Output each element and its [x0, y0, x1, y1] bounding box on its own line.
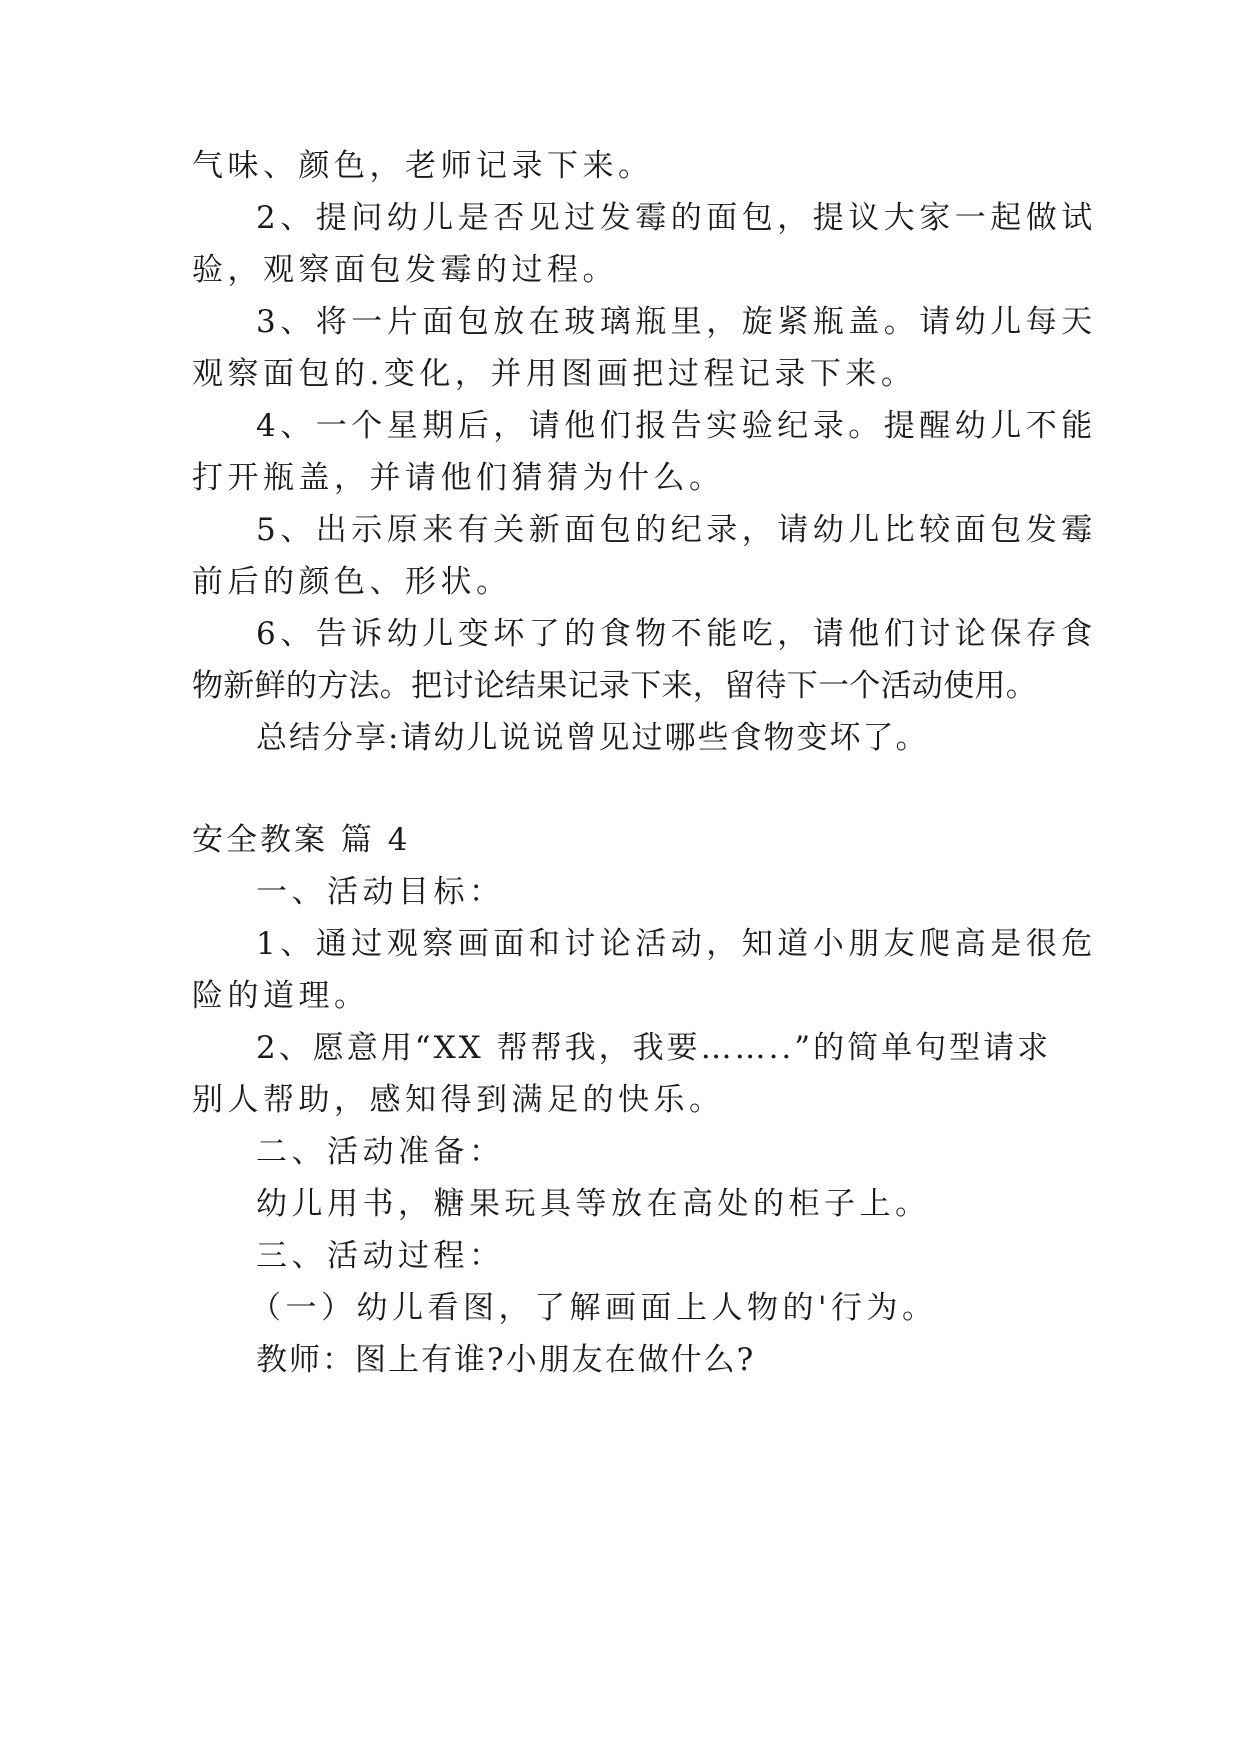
- paragraph-line: 一、活动目标：: [256, 874, 505, 910]
- paragraph-line: 教师：图上有谁?小朋友在做什么?: [256, 1342, 756, 1378]
- paragraph-line: 4、一个星期后，请他们报告实验纪录。提醒幼儿不能: [256, 408, 1097, 444]
- paragraph-line: 6、告诉幼儿变坏了的食物不能吃，请他们讨论保存食: [256, 616, 1097, 652]
- paragraph-line: 二、活动准备：: [256, 1134, 505, 1170]
- paragraph-line: 验，观察面包发霉的过程。: [192, 252, 618, 288]
- paragraph-line: 打开瓶盖，并请他们猜猜为什么。: [192, 460, 725, 496]
- paragraph-line: 5、出示原来有关新面包的纪录，请幼儿比较面包发霉: [256, 512, 1097, 548]
- paragraph-line: 观察面包的.变化，并用图画把过程记录下来。: [192, 356, 917, 392]
- paragraph-line: 物新鲜的方法。把讨论结果记录下来，留待下一个活动使用。: [192, 668, 1038, 704]
- paragraph-line: 总结分享:请幼儿说说曾见过哪些食物变坏了。: [256, 720, 929, 756]
- paragraph-line: 三、活动过程：: [256, 1238, 505, 1274]
- paragraph-line: 2、提问幼儿是否见过发霉的面包，提议大家一起做试: [256, 200, 1097, 236]
- paragraph-line: 幼儿用书，糖果玩具等放在高处的柜子上。: [256, 1186, 931, 1222]
- paragraph-line: 1、通过观察画面和讨论活动，知道小朋友爬高是很危: [256, 926, 1097, 962]
- paragraph-line: 别人帮助，感知得到满足的快乐。: [192, 1082, 725, 1118]
- paragraph-line: （一）幼儿看图，了解画面上人物的'行为。: [250, 1290, 938, 1326]
- paragraph-line: 2、愿意用“XX 帮帮我，我要……..”的简单句型请求: [256, 1030, 1052, 1066]
- paragraph-line: 前后的颜色、形状。: [192, 564, 512, 600]
- paragraph-line: 气味、颜色，老师记录下来。: [192, 148, 654, 184]
- section-title: 安全教案 篇 4: [192, 822, 411, 858]
- paragraph-line: 3、将一片面包放在玻璃瓶里，旋紧瓶盖。请幼儿每天: [256, 304, 1097, 340]
- paragraph-line: 险的道理。: [192, 978, 370, 1014]
